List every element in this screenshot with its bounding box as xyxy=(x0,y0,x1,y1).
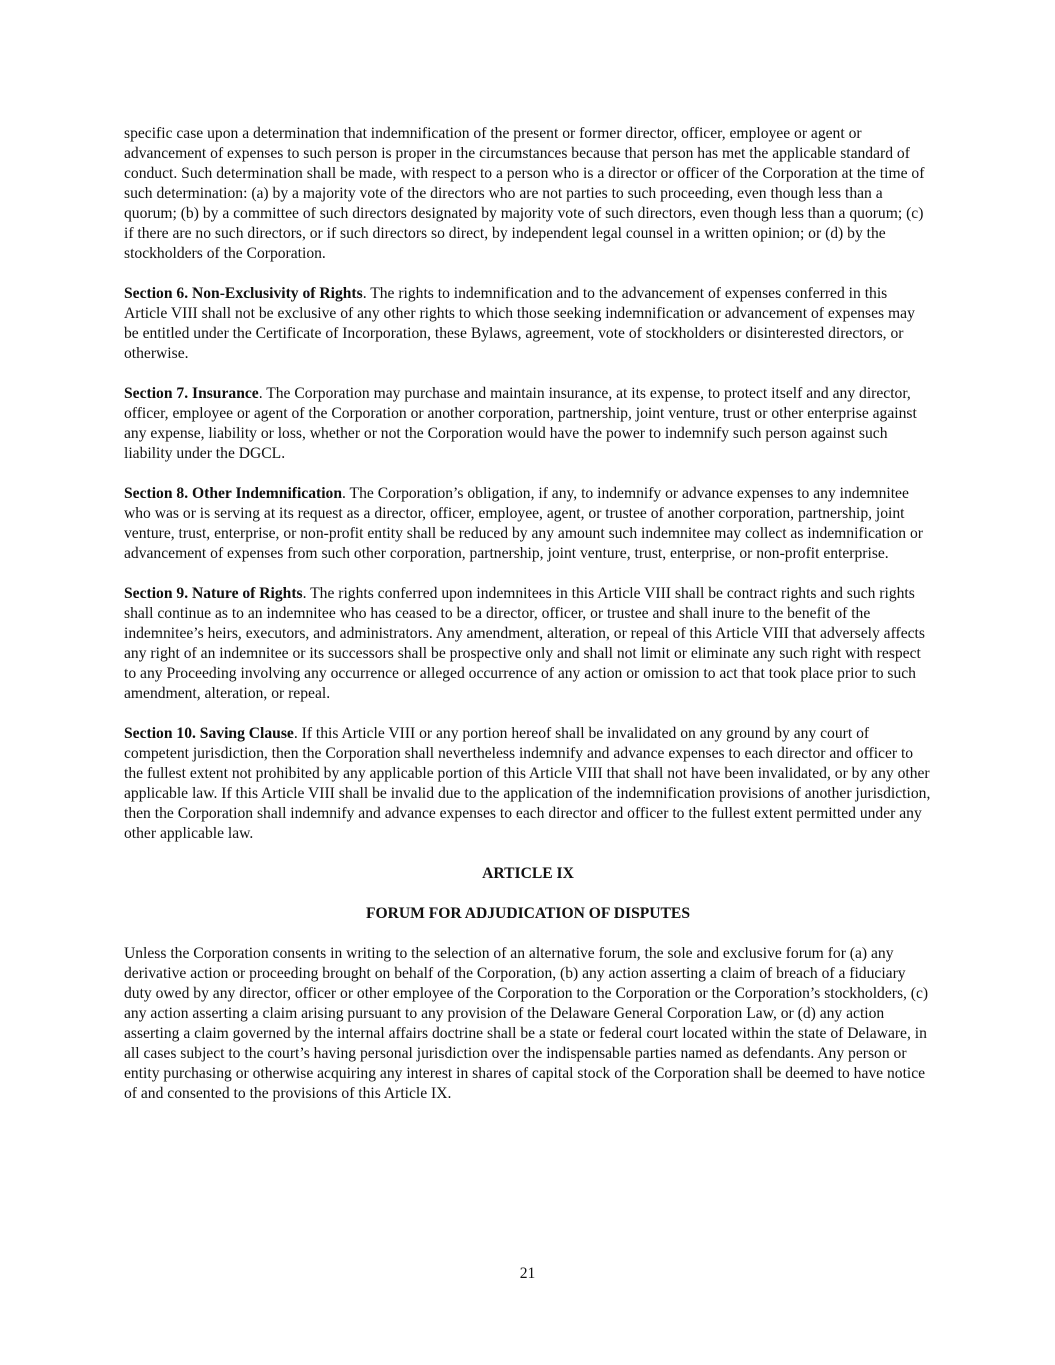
section-6-paragraph xyxy=(124,284,932,364)
section-7-text: . The Corporation may purchase and maintain insurance, at its expense, to protect itself and any director, officer, employee or agent of the Corporation or another corporation, partnership, joint venture, trust or other enterprise against any expense, liability or loss, whether or not the Corporation would have the power to indemnify such person against such liability under the DGCL. xyxy=(124,385,917,462)
article-title: ARTICLE IX xyxy=(482,865,574,882)
article-subtitle: FORUM FOR ADJUDICATION OF DISPUTES xyxy=(365,905,691,922)
article-paragraph: Unless the Corporation consents in writing to the selection of an alternative forum, the sole and exclusive forum for (a) any derivative action or proceeding brought on behalf of the Corporation, (b) any action asserting a claim of breach of a fiduciary duty owed by any director, officer or other employee of the Corporation to the Corporation or the Corporation’s stockholders, (c) any action asserting a claim arising pursuant to any provision of the Delaware General Corporation Law, or (d) any action asserting a claim governed by the internal affairs doctrine shall be a state or federal court located within the state of Delaware, in all cases subject to the court’s having personal jurisdiction over the indispensable parties named as defendants. Any person or entity purchasing or otherwise acquiring any interest in shares of capital stock of the Corporation shall be deemed to have notice of and consented to the provisions of this Article IX. xyxy=(124,945,929,1102)
section-9-heading: Section 9. Nature of Rights xyxy=(124,585,303,602)
section-9-paragraph xyxy=(124,584,932,704)
section-10-text: . If this Article VIII or any portion hereof shall be invalidated on any ground by any court of competent jurisdiction, then the Corporation shall nevertheless indemnify and advance expenses to each director and officer to the fullest extent not prohibited by any applicable portion of this Article VIII that shall not have been invalidated, or by any other applicable law. If this Article VIII shall be invalid due to the application of the indemnification provisions of another jurisdiction, then the Corporation shall indemnify and advance expenses to each director and officer to the fullest extent permitted under any other applicable law. xyxy=(124,725,931,842)
section-9-text: . The rights conferred upon indemnitees in this Article VIII shall be contract rights and such rights shall continue as to an indemnitee who has ceased to be a director, officer, or trustee and shall inure to the benefit of the indemnitee’s heirs, executors, and administrators. Any amendment, alteration, or repeal of this Article VIII that adversely affects any right of an indemnitee or its successors shall be prospective only and shall not limit or eliminate any such right with respect to any Proceeding involving any occurrence or alleged occurrence of any action or omission to act that took place prior to such amendment, alteration, or repeal. xyxy=(124,585,925,702)
section-7-paragraph xyxy=(124,384,932,464)
section-10-heading: Section 10. Saving Clause xyxy=(124,725,294,742)
section-7-heading: Section 7. Insurance xyxy=(124,385,259,402)
section-8-text: . The Corporation’s obligation, if any, to indemnify or advance expenses to any indemnitee who was or is serving at its request as a director, officer, employee, agent, or trustee of another corporation, partnership, joint venture, trust, enterprise, or non-profit entity shall be reduced by any amount such indemnitee may collect as indemnification or advancement of expenses from such other corporation, partnership, joint venture, trust, enterprise, or non-profit enterprise. xyxy=(124,485,923,562)
section-6-heading: Section 6. Non-Exclusivity of Rights xyxy=(124,285,363,302)
intro-paragraph: specific case upon a determination that indemnification of the present or former director, officer, employee or agent or advancement of expenses to such person is proper in the circumstances because that person has met the applicable standard of conduct. Such determination shall be made, with respect to a person who is a director or officer of the Corporation at the time of such determination: (a) by a majority vote of the directors who are not parties to such proceeding, even though less than a quorum; (b) by a committee of such directors designated by majority vote of such directors, even though less than a quorum; (c) if there are no such directors, or if such directors so direct, by independent legal counsel in a written opinion; or (d) by the stockholders of the Corporation. xyxy=(124,125,925,262)
document-body xyxy=(124,124,932,1124)
section-8-paragraph xyxy=(124,484,932,564)
section-8-heading: Section 8. Other Indemnification xyxy=(124,485,343,502)
section-10-paragraph xyxy=(124,724,932,844)
page-number: 21 xyxy=(519,1265,536,1282)
section-6-text: . The rights to indemnification and to the advancement of expenses conferred in this Article VIII shall not be exclusive of any other rights to which those seeking indemnification or advancement of expenses may be entitled under the Certificate of Incorporation, these Bylaws, agreement, vote of stockholders or disinterested directors, or otherwise. xyxy=(124,285,915,362)
